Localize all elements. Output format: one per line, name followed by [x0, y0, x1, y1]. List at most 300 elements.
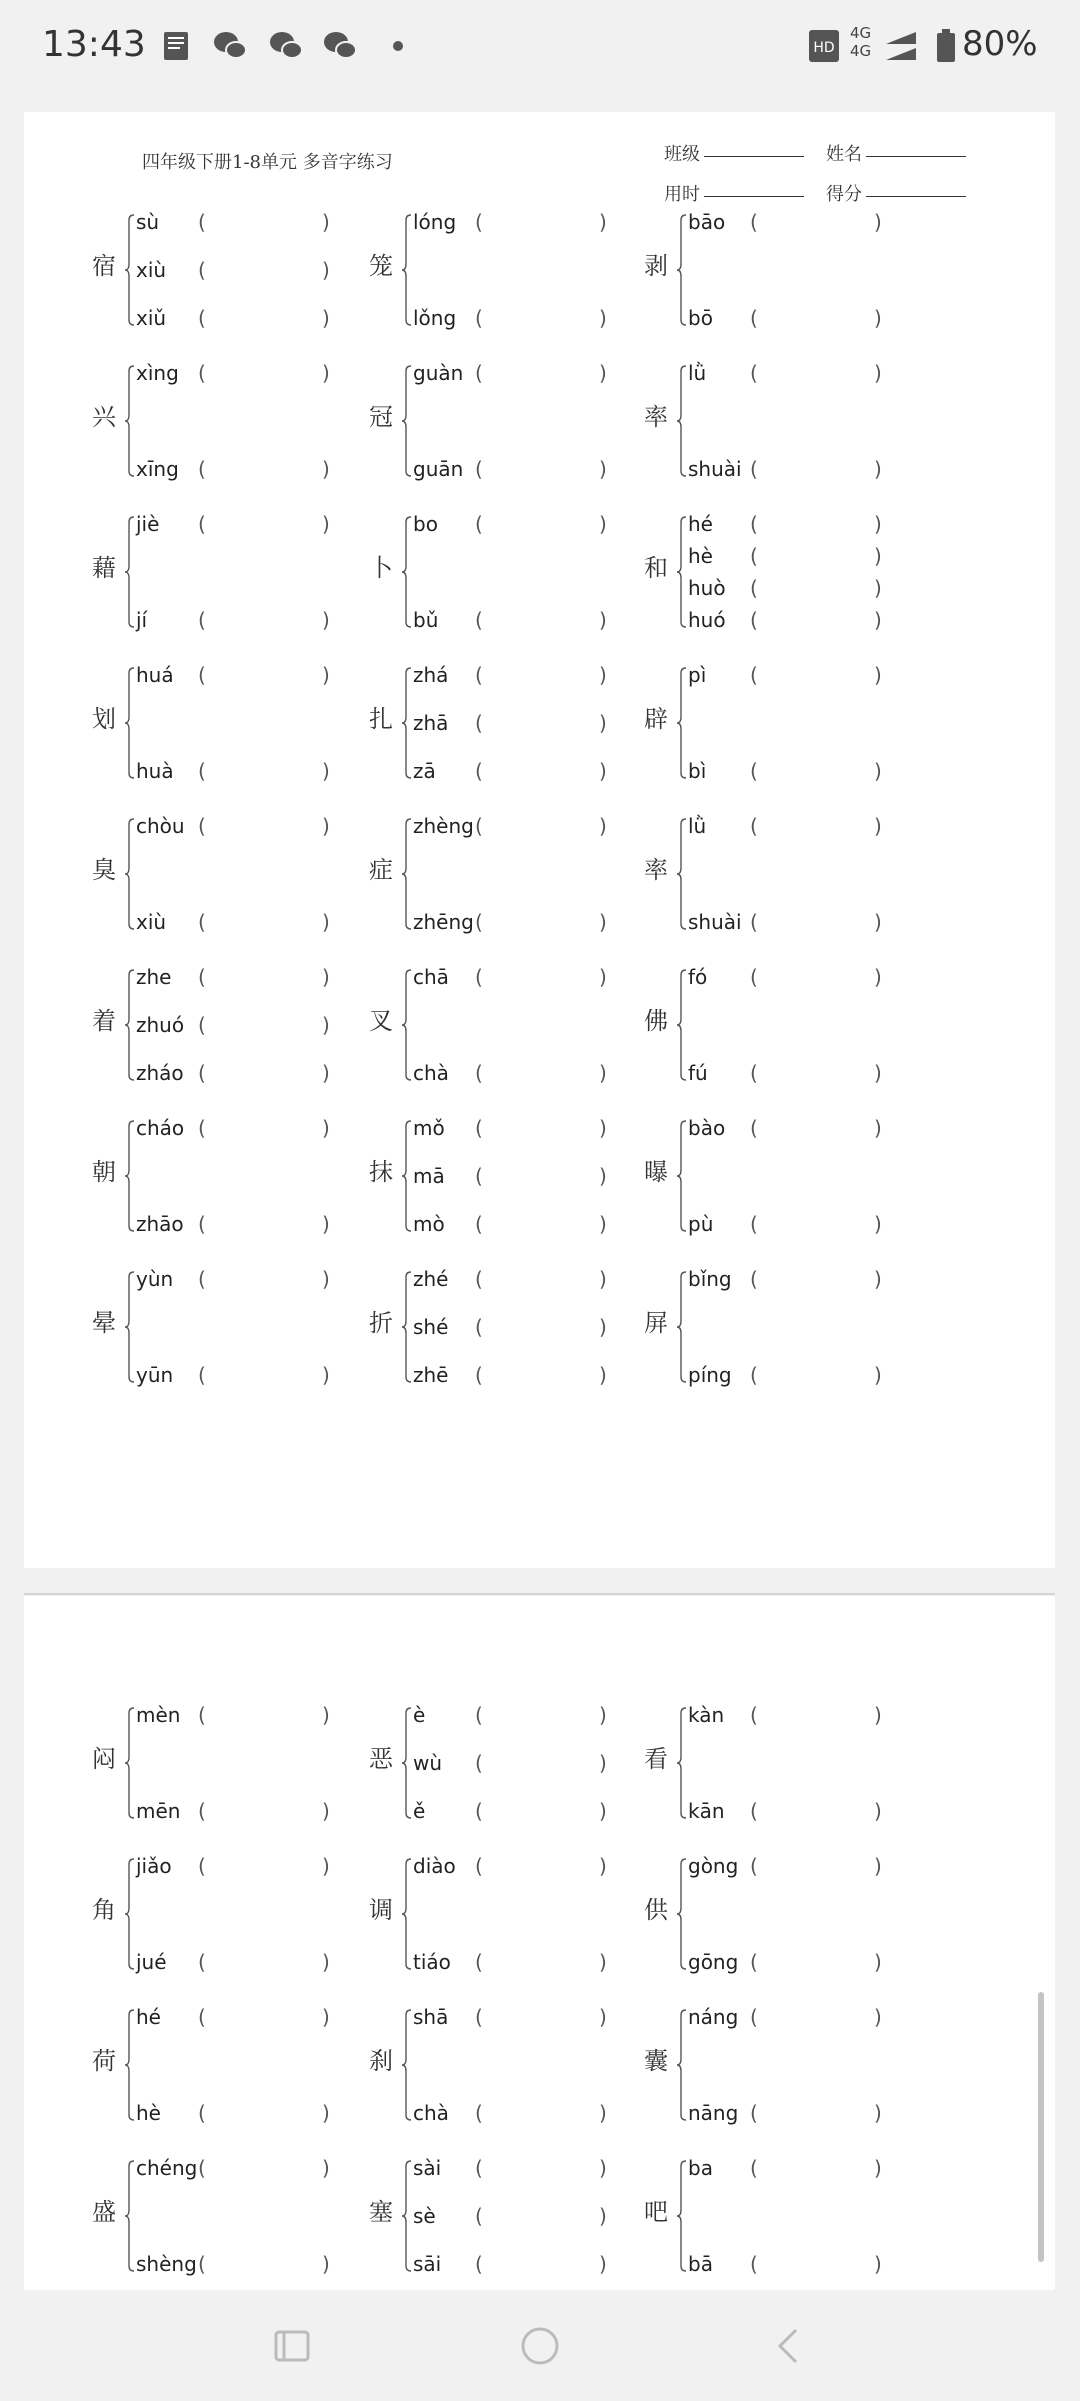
- answer-paren-close: ): [599, 2005, 607, 2029]
- pinyin-label: zhēng: [413, 910, 474, 934]
- answer-paren-close: ): [599, 1950, 607, 1974]
- signal-icon: [884, 28, 920, 64]
- answer-paren-open: (: [198, 361, 206, 385]
- pinyin-label: sāi: [413, 2252, 442, 2276]
- brace-icon: [402, 818, 412, 930]
- answer-paren-open: (: [750, 663, 758, 687]
- char-group: [92, 663, 392, 787]
- polyphone-char: 朝: [92, 1158, 116, 1186]
- char-group: [644, 1854, 944, 1978]
- reading-row: [136, 1854, 376, 1880]
- brace-icon: [677, 1120, 687, 1232]
- polyphone-char: 笼: [369, 252, 393, 280]
- answer-paren-open: (: [750, 306, 758, 330]
- answer-paren-close: ): [874, 1363, 882, 1387]
- pinyin-label: cháo: [136, 1116, 185, 1140]
- answer-paren-open: (: [198, 306, 206, 330]
- pinyin-label: ě: [413, 1799, 426, 1823]
- brace-icon: [125, 2009, 135, 2121]
- brace-icon: [677, 365, 687, 477]
- pinyin-label: mèn: [136, 1703, 181, 1727]
- answer-paren-close: ): [322, 1363, 330, 1387]
- answer-paren-open: (: [198, 1116, 206, 1140]
- battery-icon: [934, 28, 958, 64]
- answer-paren-close: ): [599, 361, 607, 385]
- answer-paren-close: ): [322, 457, 330, 481]
- pinyin-label: mēn: [136, 1799, 181, 1823]
- brace-icon: [677, 1858, 687, 1970]
- pinyin-label: guān: [413, 457, 464, 481]
- answer-paren-close: ): [874, 2101, 882, 2125]
- reading-row: [136, 1950, 376, 1976]
- pinyin-label: zhē: [413, 1363, 449, 1387]
- answer-paren-open: (: [475, 1212, 483, 1236]
- pinyin-label: pù: [688, 1212, 714, 1236]
- pinyin-label: sè: [413, 2204, 436, 2228]
- answer-paren-close: ): [599, 663, 607, 687]
- pinyin-label: jué: [136, 1950, 167, 1974]
- dot-icon: [380, 28, 416, 64]
- polyphone-char: 率: [644, 403, 668, 431]
- answer-paren-open: (: [750, 1799, 758, 1823]
- char-group: [92, 1116, 392, 1240]
- home-icon[interactable]: [512, 2318, 568, 2374]
- pinyin-label: bǔ: [413, 608, 439, 632]
- pinyin-label: wù: [413, 1751, 443, 1775]
- pinyin-label: hé: [136, 2005, 161, 2029]
- brace-icon: [677, 2009, 687, 2121]
- answer-paren-open: (: [475, 210, 483, 234]
- answer-paren-open: (: [475, 1950, 483, 1974]
- hd-icon: [808, 28, 840, 64]
- answer-paren-close: ): [322, 306, 330, 330]
- polyphone-char: 划: [92, 705, 116, 733]
- answer-paren-close: ): [874, 576, 882, 600]
- answer-paren-close: ): [599, 1854, 607, 1878]
- char-group: [92, 1703, 392, 1827]
- polyphone-char: 吧: [644, 2198, 668, 2226]
- answer-paren-open: (: [750, 2101, 758, 2125]
- answer-paren-close: ): [599, 1061, 607, 1085]
- reading-row: [136, 965, 376, 991]
- wechat-icon: [322, 28, 358, 64]
- pinyin-label: xìng: [136, 361, 179, 385]
- answer-paren-close: ): [599, 1116, 607, 1140]
- pinyin-label: zháo: [136, 1061, 184, 1085]
- answer-paren-close: ): [322, 663, 330, 687]
- reading-row: [688, 663, 928, 689]
- char-group: [644, 2005, 944, 2129]
- pinyin-label: gōng: [688, 1950, 739, 1974]
- reading-row: [413, 1854, 653, 1880]
- brace-icon: [402, 2160, 412, 2272]
- brace-icon: [402, 1271, 412, 1383]
- answer-paren-open: (: [198, 210, 206, 234]
- answer-paren-open: (: [475, 306, 483, 330]
- answer-paren-close: ): [322, 2156, 330, 2180]
- answer-paren-close: ): [322, 1212, 330, 1236]
- brace-icon: [677, 667, 687, 779]
- reading-row: [413, 1363, 653, 1389]
- reading-row: [688, 759, 928, 785]
- reading-row: [413, 965, 653, 991]
- reading-row: [136, 361, 376, 387]
- brace-icon: [677, 818, 687, 930]
- reading-row: [136, 2156, 376, 2182]
- answer-paren-open: (: [475, 1315, 483, 1339]
- answer-paren-close: ): [599, 1799, 607, 1823]
- answer-paren-close: ): [874, 457, 882, 481]
- reading-row: [688, 1267, 928, 1293]
- polyphone-char: 藉: [92, 554, 116, 582]
- pinyin-label: huá: [136, 663, 174, 687]
- answer-paren-open: (: [750, 512, 758, 536]
- pinyin-label: shuài: [688, 457, 742, 481]
- answer-paren-close: ): [874, 2005, 882, 2029]
- answer-paren-open: (: [750, 1363, 758, 1387]
- pinyin-label: bì: [688, 759, 707, 783]
- reading-row: [136, 306, 376, 332]
- reading-row: [413, 210, 653, 236]
- pinyin-label: chà: [413, 1061, 449, 1085]
- reading-row: [688, 544, 928, 570]
- reading-row: [413, 306, 653, 332]
- answer-paren-open: (: [198, 1267, 206, 1291]
- pinyin-label: gòng: [688, 1854, 739, 1878]
- reading-row: [413, 1703, 653, 1729]
- answer-paren-close: ): [599, 965, 607, 989]
- network-top-label: 4G: [850, 24, 872, 42]
- answer-paren-open: (: [475, 759, 483, 783]
- score-label: 得分: [826, 184, 862, 205]
- answer-paren-close: ): [322, 1013, 330, 1037]
- brace-icon: [125, 969, 135, 1081]
- char-group: [92, 965, 392, 1089]
- char-group: [92, 1267, 392, 1391]
- reading-row: [413, 457, 653, 483]
- answer-paren-open: (: [750, 210, 758, 234]
- polyphone-char: 佛: [644, 1007, 668, 1035]
- page-divider: [24, 1593, 1055, 1595]
- reading-row: [688, 576, 928, 602]
- answer-paren-open: (: [198, 814, 206, 838]
- reading-row: [688, 1212, 928, 1238]
- answer-paren-open: (: [475, 2204, 483, 2228]
- answer-paren-close: ): [874, 1061, 882, 1085]
- reading-row: [688, 1950, 928, 1976]
- polyphone-char: 冠: [369, 403, 393, 431]
- brace-icon: [402, 516, 412, 628]
- answer-paren-open: (: [198, 1854, 206, 1878]
- brace-icon: [677, 1707, 687, 1819]
- reading-row: [136, 663, 376, 689]
- pinyin-label: yūn: [136, 1363, 174, 1387]
- answer-paren-close: ): [874, 759, 882, 783]
- reading-row: [413, 1116, 653, 1142]
- time-blank: [704, 196, 804, 197]
- answer-paren-open: (: [750, 361, 758, 385]
- brace-icon: [402, 365, 412, 477]
- reading-row: [413, 2204, 653, 2230]
- answer-paren-close: ): [322, 361, 330, 385]
- char-group: [369, 1267, 669, 1391]
- network-bottom-label: 4G: [850, 42, 872, 60]
- answer-paren-open: (: [475, 1061, 483, 1085]
- reading-row: [688, 457, 928, 483]
- brace-icon: [125, 667, 135, 779]
- answer-paren-open: (: [475, 2252, 483, 2276]
- answer-paren-close: ): [874, 814, 882, 838]
- reading-row: [136, 2005, 376, 2031]
- pinyin-label: hè: [688, 544, 713, 568]
- answer-paren-close: ): [322, 1854, 330, 1878]
- brace-icon: [125, 2160, 135, 2272]
- answer-paren-close: ): [599, 759, 607, 783]
- answer-paren-close: ): [599, 2252, 607, 2276]
- answer-paren-close: ): [599, 1703, 607, 1727]
- answer-paren-open: (: [198, 1799, 206, 1823]
- polyphone-char: 荷: [92, 2047, 116, 2075]
- class-blank: [704, 156, 804, 157]
- answer-paren-open: (: [750, 608, 758, 632]
- pinyin-label: mò: [413, 1212, 445, 1236]
- answer-paren-open: (: [750, 544, 758, 568]
- answer-paren-close: ): [599, 711, 607, 735]
- reading-row: [136, 512, 376, 538]
- answer-paren-close: ): [322, 1799, 330, 1823]
- pinyin-label: mā: [413, 1164, 445, 1188]
- polyphone-char: 恶: [369, 1745, 393, 1773]
- answer-paren-open: (: [750, 1854, 758, 1878]
- brace-icon: [402, 1858, 412, 1970]
- pinyin-label: huà: [136, 759, 174, 783]
- reading-row: [136, 1212, 376, 1238]
- answer-paren-open: (: [198, 258, 206, 282]
- answer-paren-close: ): [599, 608, 607, 632]
- char-group: [92, 1854, 392, 1978]
- brace-icon: [677, 2160, 687, 2272]
- brace-icon: [402, 667, 412, 779]
- answer-paren-open: (: [198, 1061, 206, 1085]
- char-group: [369, 814, 669, 938]
- answer-paren-open: (: [198, 512, 206, 536]
- answer-paren-open: (: [750, 1116, 758, 1140]
- answer-paren-open: (: [750, 814, 758, 838]
- answer-paren-open: (: [750, 1703, 758, 1727]
- brace-icon: [125, 214, 135, 326]
- answer-paren-close: ): [874, 2252, 882, 2276]
- pinyin-label: jí: [136, 608, 148, 632]
- pinyin-label: hè: [136, 2101, 161, 2125]
- pinyin-label: bō: [688, 306, 713, 330]
- char-group: [369, 965, 669, 1089]
- pinyin-label: zhá: [413, 663, 449, 687]
- pinyin-label: zhāo: [136, 1212, 184, 1236]
- polyphone-char: 兴: [92, 403, 116, 431]
- polyphone-char: 剥: [644, 252, 668, 280]
- reading-row: [413, 1061, 653, 1087]
- answer-paren-close: ): [874, 1799, 882, 1823]
- reading-row: [688, 1799, 928, 1825]
- char-group: [369, 210, 669, 334]
- polyphone-char: 闷: [92, 1745, 116, 1773]
- pinyin-label: xiǔ: [136, 306, 167, 330]
- answer-paren-open: (: [750, 576, 758, 600]
- brace-icon: [677, 214, 687, 326]
- char-group: [644, 1116, 944, 1240]
- answer-paren-open: (: [750, 2005, 758, 2029]
- pinyin-label: lǜ: [688, 814, 707, 838]
- reading-row: [413, 2252, 653, 2278]
- char-group: [644, 965, 944, 1089]
- worksheet-page-2: [24, 1596, 1055, 2296]
- answer-paren-close: ): [599, 210, 607, 234]
- polyphone-char: 刹: [369, 2047, 393, 2075]
- char-group: [92, 2156, 392, 2280]
- reading-row: [688, 2101, 928, 2127]
- polyphone-char: 叉: [369, 1007, 393, 1035]
- answer-paren-close: ): [874, 544, 882, 568]
- reading-row: [136, 2101, 376, 2127]
- brace-icon: [677, 1271, 687, 1383]
- reading-row: [413, 910, 653, 936]
- scrollbar[interactable]: [1038, 1992, 1044, 2262]
- answer-paren-close: ): [322, 210, 330, 234]
- pinyin-label: ba: [688, 2156, 713, 2180]
- pinyin-label: xīng: [136, 457, 179, 481]
- char-group: [92, 210, 392, 334]
- name-label: 姓名: [826, 144, 862, 165]
- char-group: [369, 1703, 669, 1827]
- score-blank: [866, 196, 966, 197]
- answer-paren-open: (: [750, 965, 758, 989]
- status-time: 13:43: [42, 24, 146, 65]
- back-icon[interactable]: [760, 2318, 816, 2374]
- reading-row: [413, 1164, 653, 1190]
- answer-paren-open: (: [475, 1267, 483, 1291]
- answer-paren-close: ): [874, 1116, 882, 1140]
- char-group: [92, 2005, 392, 2129]
- answer-paren-close: ): [874, 910, 882, 934]
- pinyin-label: kān: [688, 1799, 725, 1823]
- answer-paren-close: ): [599, 512, 607, 536]
- answer-paren-open: (: [198, 759, 206, 783]
- reading-row: [688, 512, 928, 538]
- reading-row: [688, 1116, 928, 1142]
- polyphone-char: 调: [369, 1896, 393, 1924]
- reading-row: [413, 361, 653, 387]
- reading-row: [413, 814, 653, 840]
- reading-row: [136, 1267, 376, 1293]
- answer-paren-close: ): [322, 2252, 330, 2276]
- char-group: [644, 1703, 944, 1827]
- answer-paren-close: ): [322, 1116, 330, 1140]
- char-group: [369, 361, 669, 485]
- answer-paren-open: (: [475, 1751, 483, 1775]
- reading-row: [136, 759, 376, 785]
- pinyin-label: jiǎo: [136, 1854, 172, 1878]
- answer-paren-open: (: [750, 1267, 758, 1291]
- answer-paren-close: ): [874, 210, 882, 234]
- recent-apps-icon[interactable]: [264, 2318, 320, 2374]
- char-group: [644, 814, 944, 938]
- reading-row: [136, 608, 376, 634]
- reading-row: [136, 814, 376, 840]
- answer-paren-open: (: [198, 2005, 206, 2029]
- answer-paren-close: ): [874, 1212, 882, 1236]
- reading-row: [136, 1061, 376, 1087]
- answer-paren-close: ): [599, 1363, 607, 1387]
- reading-row: [688, 910, 928, 936]
- answer-paren-open: (: [750, 1061, 758, 1085]
- pinyin-label: kàn: [688, 1703, 725, 1727]
- reading-row: [688, 2005, 928, 2031]
- answer-paren-close: ): [874, 512, 882, 536]
- char-group: [644, 512, 944, 636]
- svg-text:HD: HD: [813, 40, 835, 56]
- reading-row: [136, 457, 376, 483]
- answer-paren-open: (: [750, 1950, 758, 1974]
- pinyin-label: chéng: [136, 2156, 198, 2180]
- network-type: [850, 24, 871, 60]
- pinyin-label: yùn: [136, 1267, 174, 1291]
- pinyin-label: diào: [413, 1854, 456, 1878]
- reading-row: [413, 1212, 653, 1238]
- answer-paren-close: ): [322, 608, 330, 632]
- pinyin-label: chā: [413, 965, 449, 989]
- reading-row: [688, 210, 928, 236]
- char-group: [644, 2156, 944, 2280]
- answer-paren-close: ): [599, 1164, 607, 1188]
- answer-paren-open: (: [750, 2252, 758, 2276]
- pinyin-label: shé: [413, 1315, 449, 1339]
- answer-paren-open: (: [475, 2101, 483, 2125]
- polyphone-char: 宿: [92, 252, 116, 280]
- answer-paren-open: (: [475, 361, 483, 385]
- reading-row: [413, 711, 653, 737]
- reading-row: [688, 361, 928, 387]
- answer-paren-open: (: [475, 608, 483, 632]
- pinyin-label: lǒng: [413, 306, 457, 330]
- polyphone-char: 晕: [92, 1309, 116, 1337]
- answer-paren-close: ): [322, 1703, 330, 1727]
- answer-paren-open: (: [750, 1212, 758, 1236]
- answer-paren-open: (: [750, 457, 758, 481]
- brace-icon: [125, 365, 135, 477]
- pinyin-label: sài: [413, 2156, 442, 2180]
- brace-icon: [125, 1120, 135, 1232]
- char-group: [369, 512, 669, 636]
- polyphone-char: 盛: [92, 2198, 116, 2226]
- polyphone-char: 看: [644, 1745, 668, 1773]
- pinyin-label: zhe: [136, 965, 172, 989]
- reading-row: [413, 663, 653, 689]
- answer-paren-open: (: [198, 2101, 206, 2125]
- answer-paren-close: ): [322, 1061, 330, 1085]
- answer-paren-close: ): [322, 965, 330, 989]
- polyphone-char: 塞: [369, 2198, 393, 2226]
- wechat-icon: [212, 28, 248, 64]
- answer-paren-close: ): [322, 1950, 330, 1974]
- answer-paren-open: (: [475, 910, 483, 934]
- pinyin-label: xiù: [136, 258, 167, 282]
- reading-row: [688, 608, 928, 634]
- worksheet-title: 四年级下册1-8单元 多音字练习: [142, 152, 393, 173]
- answer-paren-close: ): [322, 2005, 330, 2029]
- answer-paren-open: (: [198, 663, 206, 687]
- char-group: [644, 663, 944, 787]
- char-group: [369, 1116, 669, 1240]
